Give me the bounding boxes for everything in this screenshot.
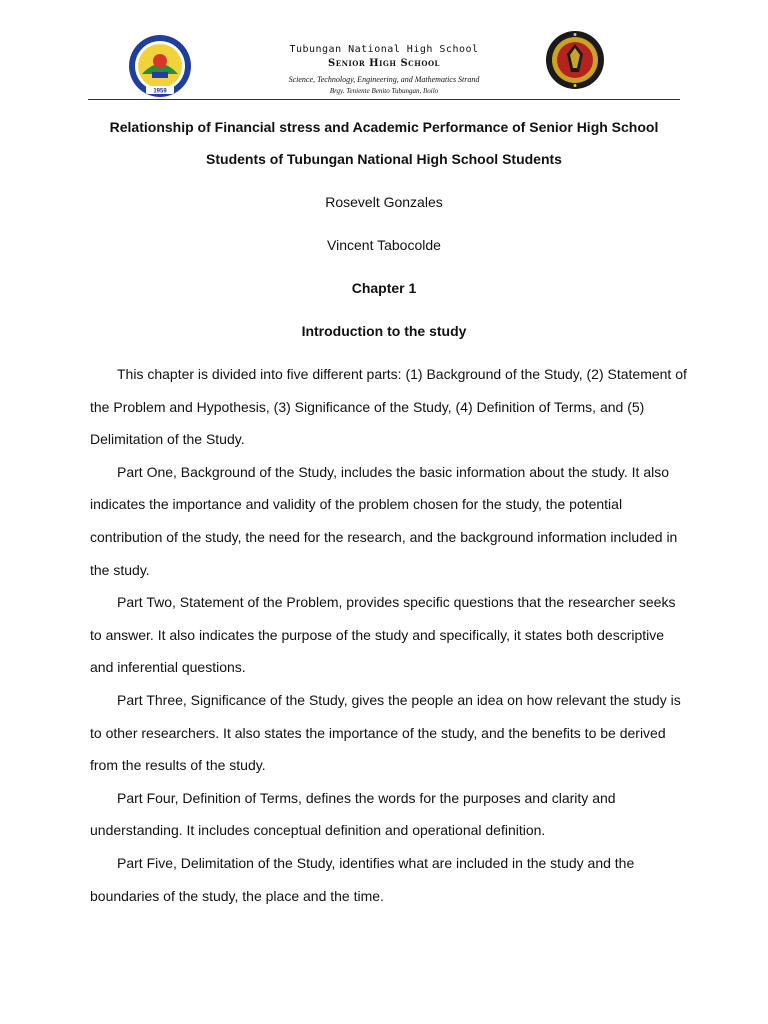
paragraph-part-four: Part Four, Definition of Terms, defines the words for the purposes and clarity and understanding. It includes conceptual definition and operational definition. [90, 789, 616, 839]
section-heading: Introduction to the study [301, 323, 467, 339]
division-name: Senior High School [328, 58, 440, 69]
school-name: Tubungan National High School [289, 44, 479, 55]
body-text [90, 358, 690, 912]
paragraph-part-three: Part Three, Significance of the Study, gives the people an idea on how relevant the study is to other researchers. It also states the importance of the study, and the benefits to be derived from the results of the study. [90, 691, 681, 774]
paragraph-part-five: Part Five, Delimitation of the Study, identifies what are included in the study and the boundaries of the study, the place and the time. [90, 854, 635, 904]
chapter-heading: Chapter 1 [351, 280, 417, 296]
author-2: Vincent Tabocolde [327, 237, 441, 253]
svg-text:1959: 1959 [153, 88, 167, 95]
letterhead [0, 0, 768, 104]
title-line-2: Students of Tubungan National High School Students [206, 151, 562, 167]
paragraph-part-one: Part One, Background of the Study, includes the basic information about the study. It also indicates the importance and validity of the problem chosen for the study, the potential contribution of the study, the need for the research, and the background information included in the study. [90, 463, 678, 578]
header-divider [88, 99, 680, 100]
school-address: Brgy. Teniente Benito Tubungan, Iloilo [329, 87, 439, 95]
author-1: Rosevelt Gonzales [325, 194, 443, 210]
paragraph-overview: This chapter is divided into five different parts: (1) Background of the Study, (2) Statement of the Problem and Hypothesis, (3) Significance of the Study, (4) Definition of Terms, and (5) Delimitation of the Study. [90, 366, 687, 448]
school-seal-right [545, 30, 605, 90]
title-line-1: Relationship of Financial stress and Academic Performance of Senior High School [109, 119, 659, 135]
paragraph-part-two: Part Two, Statement of the Problem, provides specific questions that the researcher seeks to answer. It also indicates the purpose of the study and specifically, it states both descriptive and inferential questions. [90, 594, 676, 676]
strand-name: Science, Technology, Engineering, and Mathematics Strand [288, 75, 480, 84]
